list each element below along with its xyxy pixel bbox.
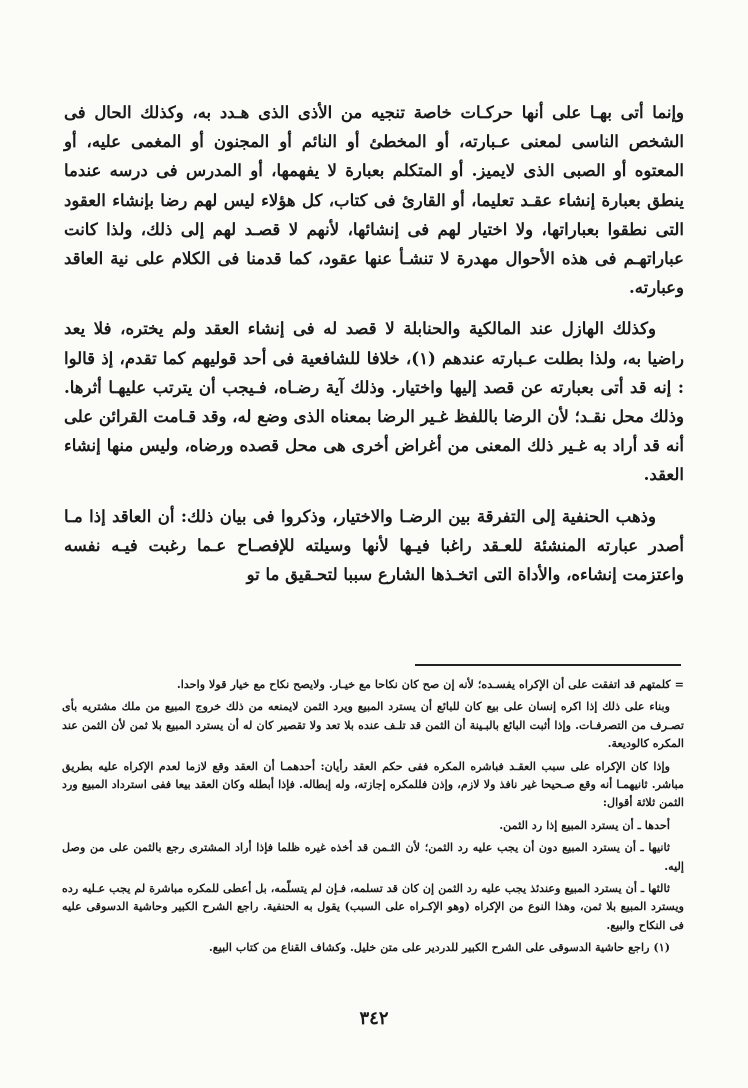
paragraph-3: وذهب الحنفية إلى التفرقة بين الرضـا والاختيار، وذكروا فى بيان ذلك: أن العاقد إذا مـا أصدر عبارته المنشئة للعـقد راغبا فيـها لأنها وسيلته للإفصـاح عـما رغبت فيـه نفسه واعتزمت إنشاءه، والأداة التى اتخـذها الشارع سببا لتحـقيق ما تو [64,506,684,585]
footnote-paragraph: وإذا كان الإكراه على سبب العقـد فباشره المكره ففى حكم العقد رأيان: أحدهمـا أن العقد وقع لازما لعدم الإكراه عليه بطريق مباشر. ثانيهمـا أنه وقع صـحيحا غير نافذ ولا لازم، وإذن فللمكره إجازته، وله إبطاله. فإذا أبطله وكان العقد بيعا ففى استرداد المبيع ورد الثمن ثلاثة أقوال: [62,758,684,810]
paragraph-1: وإنما أتى بهـا على أنها حركـات خاصة تنجيه من الأذى الذى هـدد به، وكذلك الحال فى الشخص الناسى لمعنى عـبارته، أو المخطئ أو النائم أو المجنون أو المغمى عليه، أو المعتوه أو الصبى الذى لايميز. أو المتكلم بعبارة لا يفهمها، أو المدرس فى درسه عندما ينطق بعبارة إنشاء عقـد تعليما، أو القارئ فى كتاب، كل هؤلاء ليس لهم رضا بإنشاء العقود التى نطقوا بعباراتها، ولا اختيار لهم فى إنشائها، لأنهم لا قصـد لهم إلى ذلك، ولذا كانت عباراتهـم فى هذه الأحوال مهدرة لا تنشـأ عنها عقود، كما قدمنا فى الكلام على نية العاقد وعبارته. [64,103,684,298]
footnote-separator [415,664,681,666]
footnote-paragraph: ثالثها ـ أن يسترد المبيع وعندئذ يجب عليه رد الثمن إن كان قد تسلمه، فـإن لم يتسلّمه، بل أعطى للمكره مباشرة لم يجب عـليه رده ويسترد المبيع بلا ثمن، وهذا النوع من الإكراه (وهو الإكـراه على السبب) يقول به الحنفية. راجع الشرح الكبير وحاشية الدسوقى عليه فى النكاح والبيع. [62,881,684,932]
footnote-continuation: = كلمتهم قد اتفقت على أن الإكراه يفسـده؛ لأنه إن صح كان نكاحا مع خيـار. ولايصح نكاح مع خيار قولا واحدا. [176,677,684,691]
footnote-paragraph: ثانيها ـ أن يسترد المبيع دون أن يجب عليه رد الثمن؛ لأن الثـمن قد أخذه غيره ظلما فإذا أراد المشترى رجع بالثمن على من وصل إليه. [62,840,684,873]
footnote-paragraph: أحدها ـ أن يسترد المبيع إذا رد الثمن. [499,817,670,832]
main-text [64,98,684,589]
paragraph-2: وكذلك الهازل عند المالكية والحنابلة لا قصد له فى إنشاء العقد ولم يختره، فلا يعد راضيا به، ولذا بطلت عـبارته عندهم (١)، خلافا للشافعية فى أحد قوليهم كما تقدم، إذ قالوا : إنه قد أتى بعبارته عن قصد إليها واختيار. وذلك آية رضـاه، فـيجب أن يترتب عليهـا أثرها. وذلك محل نقـد؛ لأن الرضا باللفظ غـير الرضا بمعناه الذى وضع له، وقد قـامت القرائن على أنه قد أراد به غـير ذلك المعنى من أغراض أخرى هى محل قصده ورضاه، وليس منها إنشاء العقد. [64,319,684,485]
footnote-1: (١) راجع حاشية الدسوقى على الشرح الكبير للدردير على متن خليل. وكشاف القناع من كتاب البيع. [208,940,670,955]
footnote-paragraph: وبناء على ذلك إذا اكره إنسان على بيع كان للبائع أن يسترد المبيع ويرد الثمن لايمنعه من ذلك خروج المبيع من ملك مشتريه بأى تصـرف من التصرفـات. وإذا أثبت البائع بالبـينة أن الثمن قد تلـف عنده بلا تعد ولا تقصير كان له أن يسترد المبيع بلا ثمن لأن الثمن عند المكره كالوديعة. [62,699,684,751]
page-number: ٣٤٢ [359,1008,389,1029]
footnotes [62,675,684,961]
